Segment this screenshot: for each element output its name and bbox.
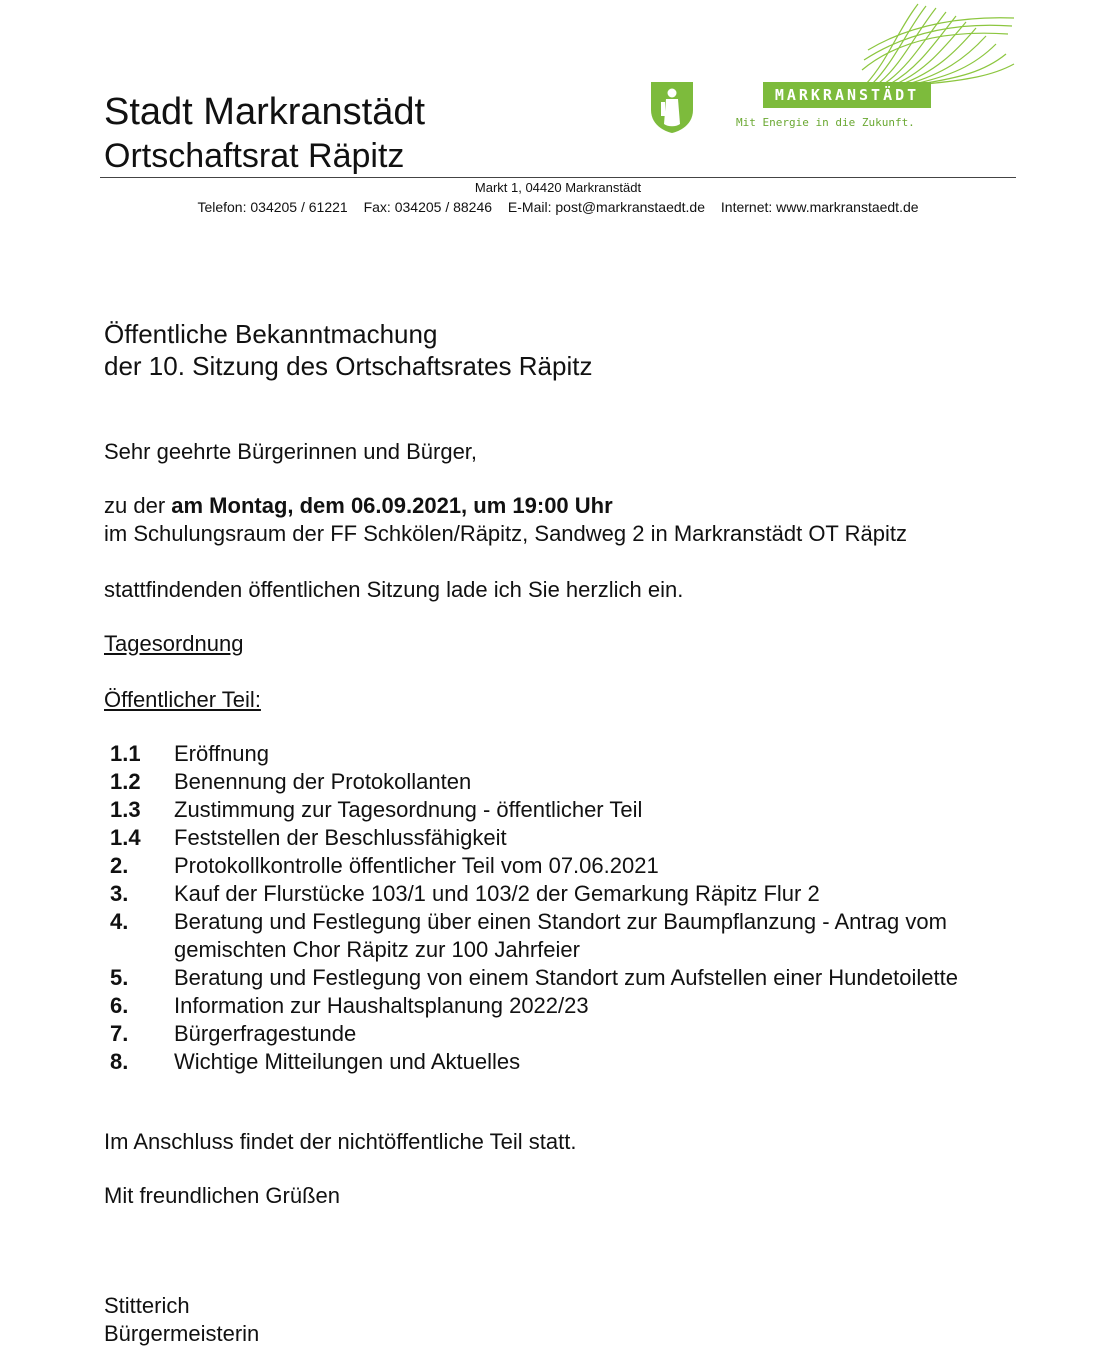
agenda-item-number: 4. bbox=[110, 909, 129, 934]
agenda-item-number: 2. bbox=[110, 853, 129, 878]
fax-text: Fax: 034205 / 88246 bbox=[363, 199, 493, 215]
city-crest-icon bbox=[649, 80, 695, 134]
notice-heading-line1: Öffentliche Bekanntmachung bbox=[104, 319, 438, 349]
agenda-item bbox=[104, 740, 1004, 768]
agenda-item-text: Wichtige Mitteilungen und Aktuelles bbox=[174, 1049, 521, 1074]
agenda-list bbox=[104, 740, 1004, 1076]
wave-lines-icon bbox=[858, 0, 1018, 86]
brand-logo: MARKRANSTÄDT bbox=[763, 82, 931, 108]
agenda-item bbox=[104, 1048, 1004, 1076]
address-line: Markt 1, 04420 Markranstädt bbox=[474, 180, 642, 195]
agenda-item-number: 1.3 bbox=[110, 797, 141, 822]
agenda-item bbox=[104, 908, 1004, 964]
agenda-item-text: Bürgerfragestunde bbox=[174, 1021, 357, 1046]
meeting-datetime: am Montag, dem 06.09.2021, um 19:00 Uhr bbox=[171, 493, 613, 518]
agenda-item-text: Benennung der Protokollanten bbox=[174, 769, 472, 794]
greeting: Mit freundlichen Grüßen bbox=[104, 1183, 340, 1208]
agenda-item-number: 7. bbox=[110, 1021, 129, 1046]
agenda-item-text: Eröffnung bbox=[174, 741, 270, 766]
brand-slogan: Mit Energie in die Zukunft. bbox=[736, 116, 915, 129]
agenda-item bbox=[104, 1020, 1004, 1048]
phone-text: Telefon: 034205 / 61221 bbox=[197, 199, 348, 215]
invite-prefix: zu der bbox=[104, 493, 172, 518]
agenda-item-text: Beratung und Festlegung über einen Standort zur Baumpflanzung - Antrag vom gemischten Chor Räpitz zur 100 Jahrfeier bbox=[174, 909, 947, 962]
agenda-item-number: 6. bbox=[110, 993, 129, 1018]
notice-heading-line2: der 10. Sitzung des Ortschaftsrates Räpitz bbox=[104, 351, 593, 381]
meeting-location: im Schulungsraum der FF Schkölen/Räpitz, Sandweg 2 in Markranstädt OT Räpitz bbox=[104, 521, 907, 546]
agenda-item-text: Zustimmung zur Tagesordnung - öffentlicher Teil bbox=[174, 797, 643, 822]
agenda-item-number: 5. bbox=[110, 965, 129, 990]
agenda-item-number: 8. bbox=[110, 1049, 129, 1074]
agenda-item bbox=[104, 964, 1004, 992]
signer-name: Stitterich bbox=[104, 1293, 190, 1318]
email-text: E-Mail: post@markranstaedt.de bbox=[507, 199, 705, 215]
internet-text: Internet: www.markranstaedt.de bbox=[720, 199, 919, 215]
agenda-item-text: Information zur Haushaltsplanung 2022/23 bbox=[174, 993, 589, 1018]
agenda-item bbox=[104, 824, 1004, 852]
public-part-title: Öffentlicher Teil: bbox=[104, 687, 261, 712]
agenda-item bbox=[104, 852, 1004, 880]
agenda-item-number: 1.2 bbox=[110, 769, 141, 794]
agenda-item bbox=[104, 768, 1004, 796]
invite-end: stattfindenden öffentlichen Sitzung lade ich Sie herzlich ein. bbox=[104, 577, 684, 602]
salutation: Sehr geehrte Bürgerinnen und Bürger, bbox=[104, 439, 478, 464]
agenda-item-number: 3. bbox=[110, 881, 129, 906]
agenda-item bbox=[104, 796, 1004, 824]
agenda-item-text: Feststellen der Beschlussfähigkeit bbox=[174, 825, 507, 850]
signer-role: Bürgermeisterin bbox=[104, 1321, 260, 1346]
agenda-item bbox=[104, 880, 1004, 908]
agenda-title: Tagesordnung bbox=[104, 631, 244, 656]
agenda-item-text: Kauf der Flurstücke 103/1 und 103/2 der Gemarkung Räpitz Flur 2 bbox=[174, 881, 820, 906]
header-divider bbox=[100, 177, 1016, 178]
header-subtitle: Ortschaftsrat Räpitz bbox=[104, 137, 405, 175]
agenda-item-text: Beratung und Festlegung von einem Standort zum Aufstellen einer Hundetoilette bbox=[174, 965, 958, 990]
closing-note: Im Anschluss findet der nichtöffentliche Teil statt. bbox=[104, 1129, 577, 1154]
agenda-item-text: Protokollkontrolle öffentlicher Teil vom 07.06.2021 bbox=[174, 853, 659, 878]
agenda-item-number: 1.1 bbox=[110, 741, 141, 766]
invite-date-line bbox=[104, 492, 613, 520]
agenda-item-number: 1.4 bbox=[110, 825, 141, 850]
agenda-item bbox=[104, 992, 1004, 1020]
header-title: Stadt Markranstädt bbox=[104, 91, 426, 133]
contact-line bbox=[100, 199, 1016, 216]
